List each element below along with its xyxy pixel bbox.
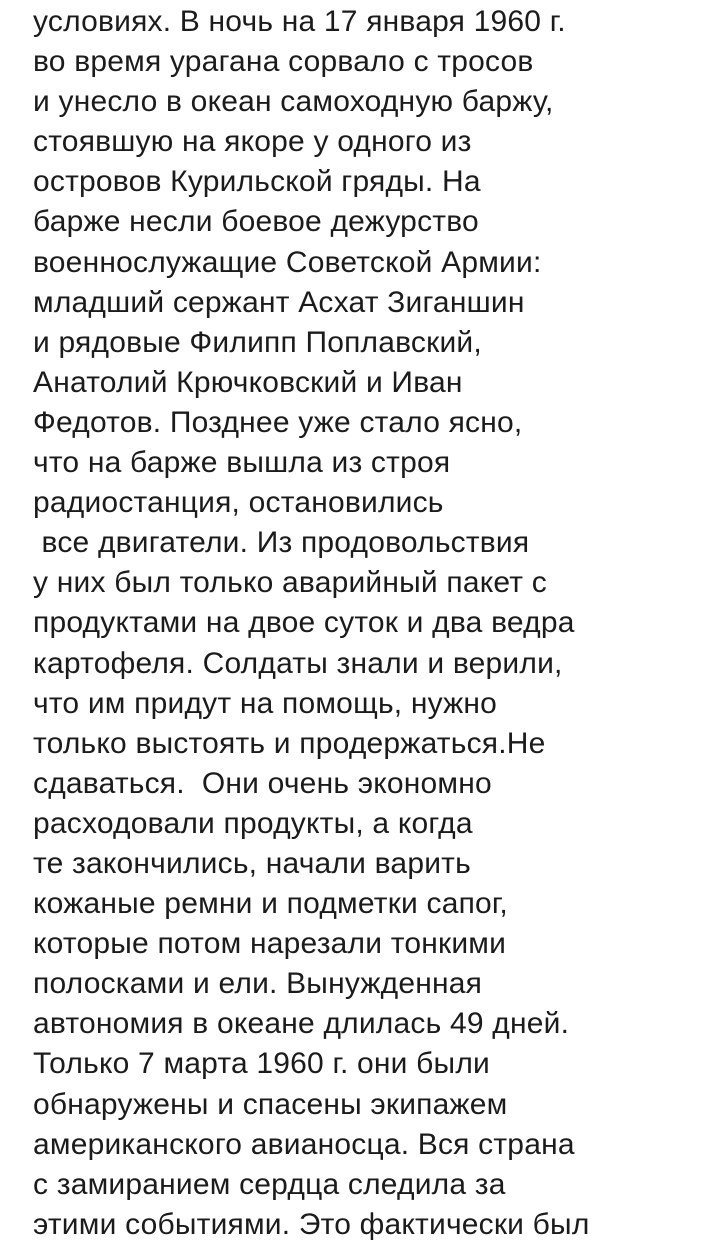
text-line-14: все двигатели. Из продовольствия (33, 526, 530, 560)
text-line-27: Только 7 марта 1960 г. они были (33, 1047, 490, 1081)
text-line-10: Анатолий Крючковский и Иван (33, 365, 463, 399)
text-line-13: радиостанция, остановились (33, 486, 444, 520)
text-line-23: кожаные ремни и подметки сапог, (33, 887, 508, 921)
text-line-24: которые потом нарезали тонкими (33, 927, 507, 961)
text-line-17: картофеля. Солдаты знали и верили, (33, 646, 563, 680)
text-line-12: что на барже вышла из строя (33, 446, 451, 480)
text-line-8: младший сержант Асхат Зиганшин (33, 285, 525, 319)
text-line-9: и рядовые Филипп Поплавский, (33, 325, 482, 359)
text-line-28: обнаружены и спасены экипажем (33, 1087, 508, 1121)
text-line-4: стоявшую на якоре у одного из (33, 125, 472, 159)
text-line-19: только выстоять и продержаться.Не (33, 726, 546, 760)
text-line-3: и унесло в океан самоходную баржу, (33, 85, 554, 119)
text-line-26: автономия в океане длилась 49 дней. (33, 1007, 570, 1041)
text-line-5: островов Курильской гряды. На (33, 165, 481, 199)
text-line-21: расходовали продукты, а когда (33, 806, 473, 840)
text-line-22: те закончились, начали варить (33, 846, 471, 880)
text-line-18: что им придут на помощь, нужно (33, 686, 498, 720)
text-line-30: с замиранием сердца следила за (33, 1167, 506, 1201)
article-text (33, 2, 713, 1245)
text-line-20: сдаваться. Они очень экономно (33, 766, 492, 800)
text-line-25: полосками и ели. Вынужденная (33, 967, 483, 1001)
text-line-16: продуктами на двое суток и два ведра (33, 606, 575, 640)
text-line-31: этими событиями. Это фактически был (33, 1207, 590, 1241)
text-line-29: американского авианосца. Вся страна (33, 1127, 575, 1161)
text-line-15: у них был только аварийный пакет с (33, 566, 547, 600)
text-line-11: Федотов. Позднее уже стало ясно, (33, 405, 523, 439)
text-line-1: условиях. В ночь на 17 января 1960 г. (33, 5, 566, 38)
text-line-6: барже несли боевое дежурство (33, 205, 479, 239)
text-line-2: во время урагана сорвало с тросов (33, 45, 534, 79)
text-line-7: военнослужащие Советской Армии: (33, 245, 542, 279)
